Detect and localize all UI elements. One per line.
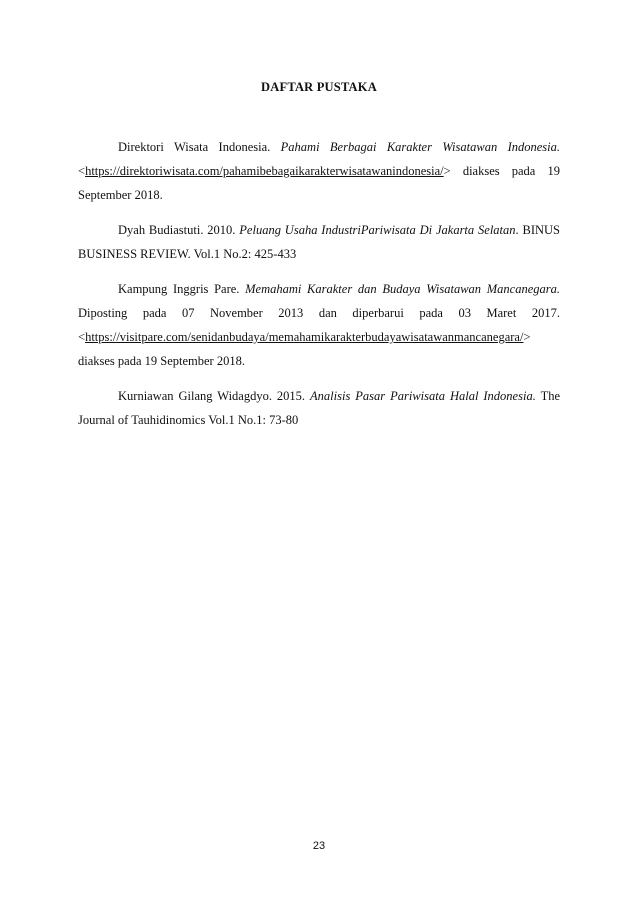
reference-text: The Journal of Tauhidinomics Vol.1 No.1: 73-80 [78, 389, 561, 427]
page-title: DAFTAR PUSTAKA [261, 80, 377, 94]
reference-author: Direktori Wisata Indonesia. [118, 140, 281, 154]
reference-text: < [78, 164, 86, 178]
reference-item [78, 218, 560, 266]
reference-title: Analisis Pasar Pariwisata Halal Indonesia. [310, 389, 536, 403]
reference-title: Pahami Berbagai Karakter Wisatawan Indonesia. [280, 140, 560, 154]
reference-list [78, 135, 560, 443]
reference-author: Kurniawan Gilang Widagdyo. 2015. [118, 389, 311, 403]
reference-text: > diakses pada 19 September 2018. [78, 330, 531, 368]
reference-link[interactable]: https://visitpare.com/senidanbudaya/memahamikarakterbudayawisatawanmancanegara/ [85, 330, 524, 344]
reference-item [78, 135, 560, 207]
reference-author: Kampung Inggris Pare. [118, 282, 246, 296]
reference-text: Diposting pada 07 November 2013 dan diperbarui pada 03 Maret 2017. < [78, 306, 560, 344]
reference-item [78, 384, 560, 432]
reference-text: > diakses pada 19 September 2018. [78, 164, 560, 202]
reference-link[interactable]: https://direktoriwisata.com/pahamibebagaikarakterwisatawanindonesia/ [85, 164, 444, 178]
reference-item [78, 277, 560, 373]
reference-title: Memahami Karakter dan Budaya Wisatawan Mancanegara. [245, 282, 560, 296]
page-number: 23 [312, 840, 326, 852]
reference-text: . BINUS BUSINESS REVIEW. Vol.1 No.2: 425-433 [78, 223, 561, 261]
reference-author: Dyah Budiastuti. 2010. [118, 223, 240, 237]
reference-title: Peluang Usaha IndustriPariwisata Di Jakarta Selatan [239, 223, 516, 237]
